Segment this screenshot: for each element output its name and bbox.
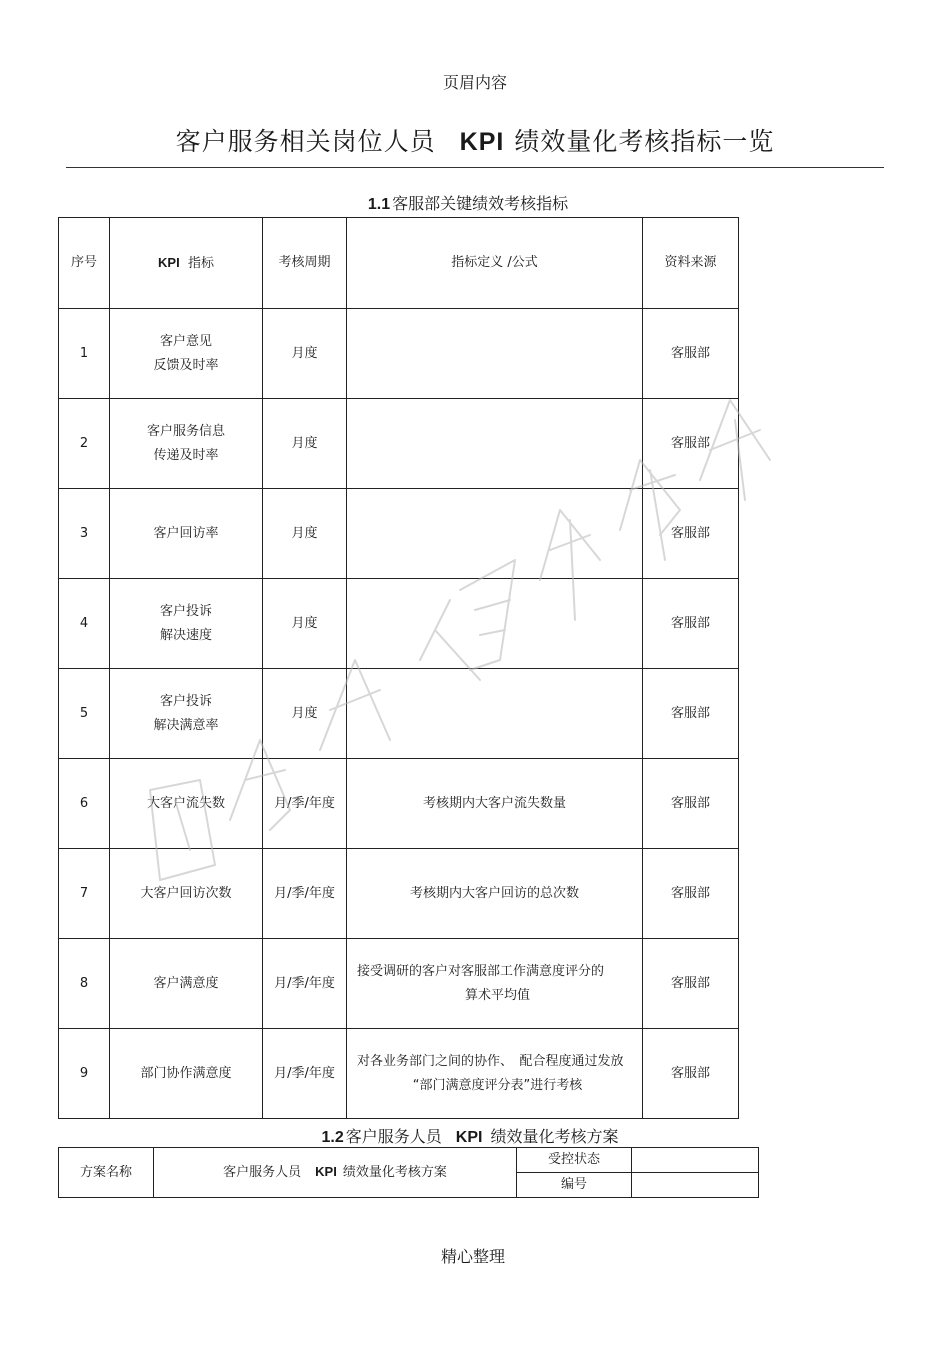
row-kpi-name bbox=[110, 759, 263, 849]
plan-name-suffix: 绩效量化考核方案 bbox=[342, 1165, 447, 1180]
row-definition-line1: 考核期内大客户流失数量 bbox=[422, 795, 566, 811]
section-1-number: 1.1 bbox=[367, 196, 391, 213]
row-period: 月/季/年度 bbox=[263, 759, 347, 849]
header-kpi-rest: 指标 bbox=[187, 255, 214, 271]
row-source: 客服部 bbox=[643, 579, 739, 669]
row-kpi-name-line1: 客户回访率 bbox=[153, 525, 219, 541]
row-definition bbox=[347, 849, 643, 939]
row-kpi-name bbox=[110, 669, 263, 759]
row-seq: 9 bbox=[59, 1029, 110, 1119]
kpi-table-row bbox=[59, 1029, 739, 1119]
plan-name-kpi: KPI bbox=[315, 1164, 337, 1179]
row-kpi-name-line2: 传递及时率 bbox=[153, 447, 219, 463]
row-kpi-name-line1: 大客户流失数 bbox=[146, 795, 225, 811]
row-seq: 7 bbox=[59, 849, 110, 939]
plan-table bbox=[58, 1147, 759, 1198]
header-seq: 序号 bbox=[59, 218, 110, 309]
row-kpi-name-line1: 大客户回访次数 bbox=[140, 885, 232, 901]
row-definition bbox=[347, 489, 643, 579]
row-period: 月/季/年度 bbox=[263, 849, 347, 939]
row-kpi-name bbox=[110, 1029, 263, 1119]
row-kpi-name-line2: 反馈及时率 bbox=[153, 357, 219, 373]
row-period: 月度 bbox=[263, 399, 347, 489]
row-source: 客服部 bbox=[643, 399, 739, 489]
row-seq: 2 bbox=[59, 399, 110, 489]
row-definition-line2: “部门满意度评分表”进行考核 bbox=[412, 1077, 583, 1093]
kpi-table-row bbox=[59, 759, 739, 849]
section-2-suffix: 绩效量化考核方案 bbox=[490, 1127, 619, 1146]
header-kpi-word: KPI bbox=[158, 254, 180, 270]
title-divider bbox=[66, 167, 884, 168]
title-kpi: KPI bbox=[459, 128, 505, 156]
header-definition: 指标定义 /公式 bbox=[347, 218, 643, 309]
row-source: 客服部 bbox=[643, 1029, 739, 1119]
section-2-kpi: KPI bbox=[455, 1129, 483, 1146]
row-source: 客服部 bbox=[643, 939, 739, 1029]
row-definition-line1: 接受调研的客户对客服部工作满意度评分的 bbox=[357, 963, 605, 979]
kpi-table-row bbox=[59, 399, 739, 489]
title-suffix: 绩效量化考核指标一览 bbox=[514, 127, 775, 156]
row-period: 月度 bbox=[263, 309, 347, 399]
row-definition-line2: 算术平均值 bbox=[464, 987, 530, 1003]
title-prefix: 客户服务相关岗位人员 bbox=[175, 127, 436, 156]
row-kpi-name-line1: 客户投诉 bbox=[159, 693, 212, 709]
kpi-table-row bbox=[59, 489, 739, 579]
row-source: 客服部 bbox=[643, 669, 739, 759]
row-seq: 4 bbox=[59, 579, 110, 669]
kpi-table bbox=[58, 217, 739, 1119]
row-period: 月/季/年度 bbox=[263, 1029, 347, 1119]
row-seq: 6 bbox=[59, 759, 110, 849]
row-definition-line1: 对各业务部门之间的协作、 配合程度通过发放 bbox=[357, 1053, 624, 1069]
row-source: 客服部 bbox=[643, 849, 739, 939]
section-1-title: 客服部关键绩效考核指标 bbox=[392, 194, 569, 213]
row-definition bbox=[347, 399, 643, 489]
header-period: 考核周期 bbox=[263, 218, 347, 309]
page-header: 页眉内容 bbox=[442, 73, 507, 92]
row-definition bbox=[347, 939, 643, 1029]
row-definition-line1: 考核期内大客户回访的总次数 bbox=[409, 885, 579, 901]
row-seq: 3 bbox=[59, 489, 110, 579]
status-label: 受控状态 bbox=[517, 1148, 632, 1173]
row-period: 月/季/年度 bbox=[263, 939, 347, 1029]
kpi-table-row bbox=[59, 939, 739, 1029]
row-period: 月度 bbox=[263, 669, 347, 759]
row-kpi-name-line2: 解决满意率 bbox=[153, 717, 219, 733]
row-period: 月度 bbox=[263, 489, 347, 579]
section-1-heading bbox=[0, 191, 936, 214]
row-seq: 1 bbox=[59, 309, 110, 399]
row-kpi-name bbox=[110, 309, 263, 399]
row-kpi-name bbox=[110, 579, 263, 669]
row-kpi-name-line2: 解决速度 bbox=[159, 627, 212, 643]
row-definition bbox=[347, 579, 643, 669]
kpi-table-header-row bbox=[59, 218, 739, 309]
header-source: 资料来源 bbox=[643, 218, 739, 309]
page-footer: 精心整理 bbox=[440, 1247, 505, 1266]
row-definition bbox=[347, 669, 643, 759]
kpi-table-row bbox=[59, 849, 739, 939]
section-2-prefix: 客户服务人员 bbox=[345, 1127, 442, 1146]
row-kpi-name bbox=[110, 939, 263, 1029]
document-title bbox=[0, 122, 950, 158]
kpi-table-row bbox=[59, 579, 739, 669]
row-definition bbox=[347, 759, 643, 849]
row-kpi-name-line1: 客户服务信息 bbox=[146, 423, 225, 439]
row-seq: 5 bbox=[59, 669, 110, 759]
number-label: 编号 bbox=[517, 1173, 632, 1198]
kpi-table-row bbox=[59, 309, 739, 399]
row-kpi-name-line1: 客户投诉 bbox=[159, 603, 212, 619]
plan-label: 方案名称 bbox=[59, 1148, 154, 1198]
row-period: 月度 bbox=[263, 579, 347, 669]
kpi-table-row bbox=[59, 669, 739, 759]
section-2-heading bbox=[0, 1124, 940, 1147]
row-seq: 8 bbox=[59, 939, 110, 1029]
number-value bbox=[632, 1173, 759, 1198]
row-source: 客服部 bbox=[643, 309, 739, 399]
row-kpi-name bbox=[110, 399, 263, 489]
row-kpi-name-line1: 部门协作满意度 bbox=[140, 1065, 232, 1081]
row-kpi-name-line1: 客户意见 bbox=[159, 333, 212, 349]
row-definition bbox=[347, 309, 643, 399]
row-source: 客服部 bbox=[643, 489, 739, 579]
row-kpi-name bbox=[110, 849, 263, 939]
row-kpi-name-line1: 客户满意度 bbox=[153, 975, 219, 991]
kpi-table-body bbox=[59, 309, 739, 1119]
plan-name-prefix: 客户服务人员 bbox=[223, 1165, 302, 1180]
row-source: 客服部 bbox=[643, 759, 739, 849]
status-value bbox=[632, 1148, 759, 1173]
section-2-number: 1.2 bbox=[321, 1129, 344, 1146]
row-kpi-name bbox=[110, 489, 263, 579]
row-definition bbox=[347, 1029, 643, 1119]
plan-name bbox=[154, 1148, 517, 1198]
header-kpi bbox=[110, 218, 263, 309]
